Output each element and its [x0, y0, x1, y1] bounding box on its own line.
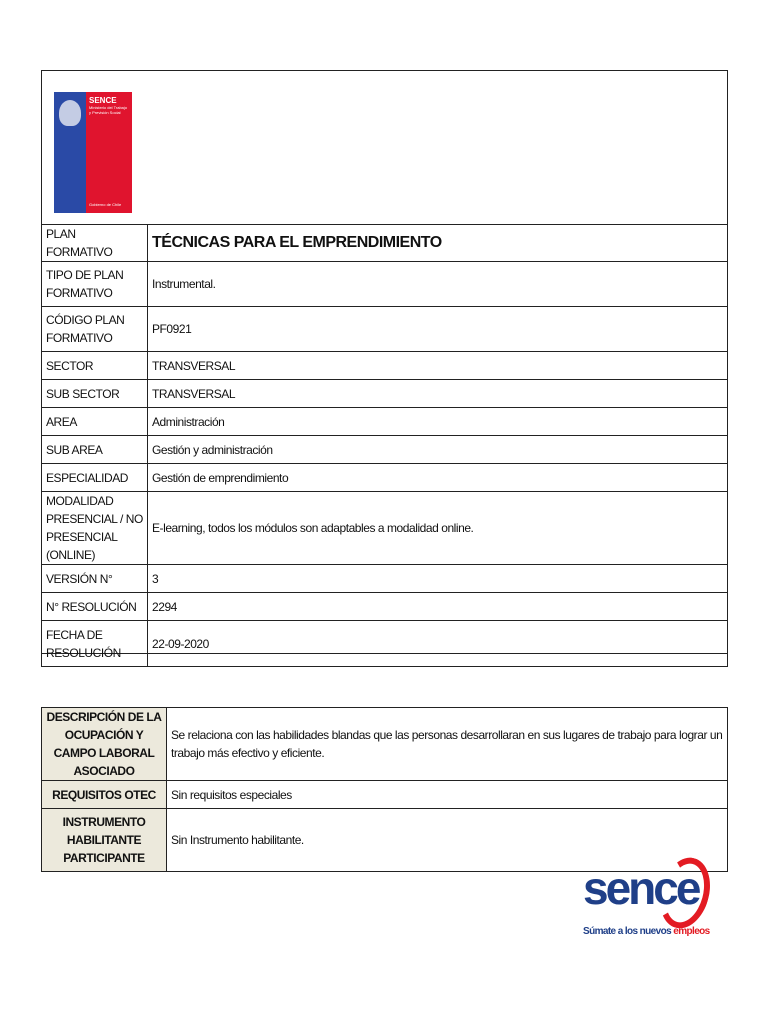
table-row — [42, 225, 728, 262]
table-row — [42, 307, 728, 352]
logo-name: SENCE — [89, 96, 117, 105]
row-value: Sin requisitos especiales — [167, 781, 728, 809]
details-table — [41, 707, 728, 872]
row-value: Sin Instrumento habilitante. — [167, 809, 728, 872]
table-row — [42, 565, 728, 593]
table-row — [42, 621, 728, 667]
logo-government: Gobierno de Chile — [89, 202, 122, 207]
row-label: DESCRIPCIÓN DE LA OCUPACIÓN Y CAMPO LABORAL ASOCIADO — [42, 708, 167, 781]
row-label: PLAN FORMATIVO — [42, 225, 148, 262]
row-value: Administración — [148, 408, 728, 436]
row-label: VERSIÓN N° — [42, 565, 148, 593]
row-value: Gestión de emprendimiento — [148, 464, 728, 492]
logo-ministry: Ministerio del Trabajo y Previsión Social — [89, 105, 128, 115]
row-value: PF0921 — [148, 307, 728, 352]
table-row — [42, 708, 728, 781]
row-value: Se relaciona con las habilidades blandas que las personas desarrollaran en sus lugares de trabajo para lograr un trabajo más efectivo y eficiente. — [167, 708, 728, 781]
row-label: ESPECIALIDAD — [42, 464, 148, 492]
row-label: AREA — [42, 408, 148, 436]
row-label: MODALIDAD PRESENCIAL / NO PRESENCIAL (ONLINE) — [42, 492, 148, 565]
table-row — [42, 262, 728, 307]
row-value: TRANSVERSAL — [148, 380, 728, 408]
table-row — [42, 380, 728, 408]
plan-table — [41, 224, 728, 667]
logo-tagline — [583, 926, 710, 937]
row-value: 22-09-2020 — [148, 621, 728, 667]
table-row — [42, 781, 728, 809]
coat-of-arms-icon — [59, 100, 81, 126]
table-row — [42, 492, 728, 565]
table-row — [42, 436, 728, 464]
row-label: N° RESOLUCIÓN — [42, 593, 148, 621]
sence-gobierno-logo — [54, 92, 132, 213]
row-label: SECTOR — [42, 352, 148, 380]
table-row — [42, 352, 728, 380]
row-value: E-learning, todos los módulos son adaptables a modalidad online. — [148, 492, 728, 565]
row-label: SUB SECTOR — [42, 380, 148, 408]
table-row — [42, 593, 728, 621]
table-row — [42, 408, 728, 436]
row-value: Instrumental. — [148, 262, 728, 307]
tagline-highlight: empleos — [673, 926, 710, 937]
row-value: 2294 — [148, 593, 728, 621]
sence-footer-logo — [583, 857, 713, 942]
plan-formativo-box — [41, 70, 728, 660]
row-label: FECHA DE RESOLUCIÓN — [42, 621, 148, 667]
row-label: SUB AREA — [42, 436, 148, 464]
plan-title: TÉCNICAS PARA EL EMPRENDIMIENTO — [148, 225, 728, 262]
row-value: TRANSVERSAL — [148, 352, 728, 380]
row-label: CÓDIGO PLAN FORMATIVO — [42, 307, 148, 352]
table-row — [42, 464, 728, 492]
row-label: INSTRUMENTO HABILITANTE PARTICIPANTE — [42, 809, 167, 872]
tagline-part: Súmate a los nuevos — [583, 926, 674, 937]
row-label: TIPO DE PLAN FORMATIVO — [42, 262, 148, 307]
row-label: REQUISITOS OTEC — [42, 781, 167, 809]
row-value: 3 — [148, 565, 728, 593]
row-value: Gestión y administración — [148, 436, 728, 464]
logo-word: sence — [583, 862, 699, 914]
